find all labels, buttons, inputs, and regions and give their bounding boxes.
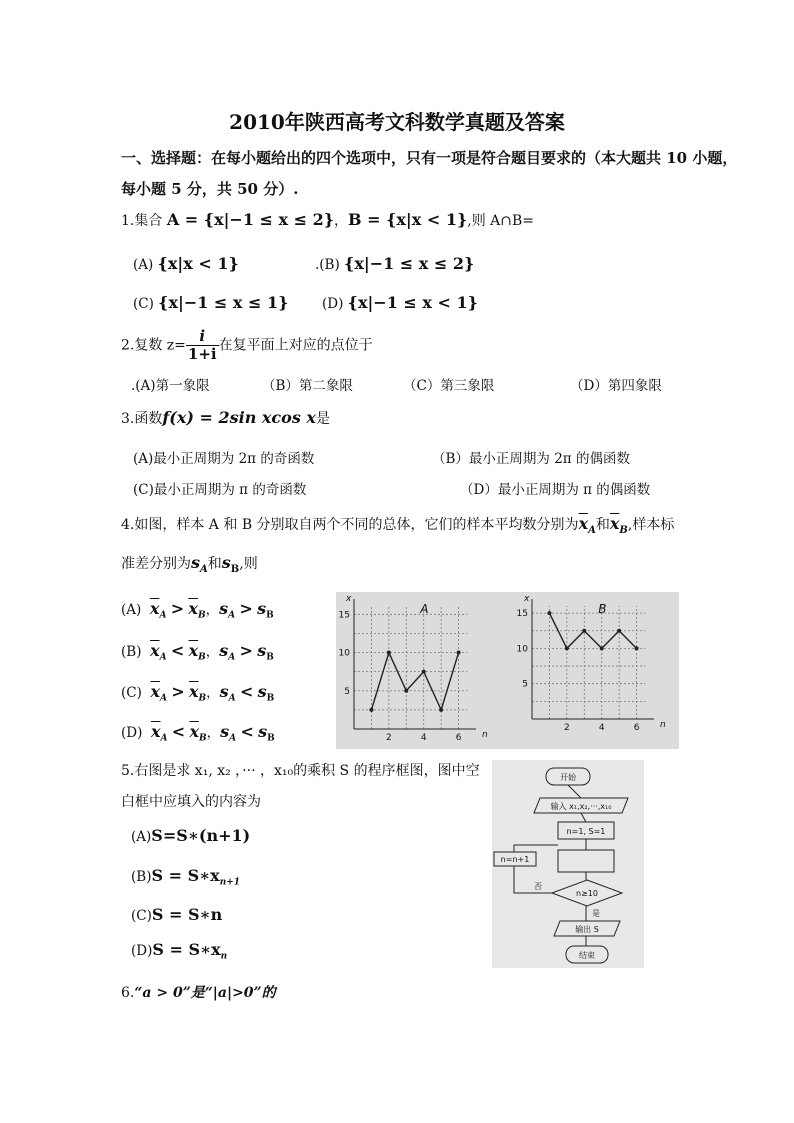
question-text: 准差分别为 xyxy=(121,556,191,572)
section-header-line2: 每小题 5 分，共 50 分）. xyxy=(121,180,299,198)
sub: B xyxy=(198,652,206,663)
mean-a: $\overline{x}$ xyxy=(578,514,589,533)
mean-b: $\overline{x}$ xyxy=(188,641,199,660)
data-point xyxy=(369,708,373,712)
data-point xyxy=(387,651,391,655)
data-point xyxy=(404,689,408,693)
question-4-line1 xyxy=(121,514,674,536)
option-text: S = S∗x xyxy=(152,940,221,959)
option-text: 最小正周期为 2π 的偶函数 xyxy=(468,451,630,467)
page-title: 2010年陕西高考文科数学真题及答案 xyxy=(229,110,565,134)
y-axis-label: x xyxy=(346,594,352,604)
data-point xyxy=(582,629,586,633)
option-label: (C) xyxy=(133,296,154,312)
option-label: （D） xyxy=(460,482,498,498)
option-sub: n+1 xyxy=(219,877,241,888)
sub: A xyxy=(228,610,236,621)
x-axis-label: n xyxy=(660,720,666,730)
q3-option-d[interactable] xyxy=(460,478,650,498)
q4-option-b[interactable]: (B) $\overline{x}_A < \overline{x}_B$，$s_A > s_B$ xyxy=(121,641,274,663)
sub: B xyxy=(198,693,207,704)
option-label: (C) xyxy=(121,685,142,701)
q3-option-b[interactable] xyxy=(432,447,630,467)
option-text: {x|−1 ≤ x ≤ 1} xyxy=(158,293,289,312)
question-2 xyxy=(121,328,373,363)
data-point xyxy=(422,670,426,674)
option-label: (B) xyxy=(131,869,152,885)
chart-title: B xyxy=(598,602,607,616)
option-text: 最小正周期为 π 的偶函数 xyxy=(497,482,651,498)
mean-a: $\overline{x}$ xyxy=(150,722,161,741)
option-label: (A) xyxy=(133,451,154,467)
option-label: (C) xyxy=(131,908,152,924)
x-tick-label: 4 xyxy=(598,723,605,733)
question-text-end: 在复平面上对应的点位于 xyxy=(218,337,373,354)
relation-2: < xyxy=(239,682,254,701)
relation-1: > xyxy=(170,599,185,618)
fraction xyxy=(186,328,219,363)
sd-b-sub: B xyxy=(230,563,240,575)
data-point xyxy=(635,646,639,650)
x-tick-label: 6 xyxy=(633,723,640,733)
option-text: {x|−1 ≤ x ≤ 2} xyxy=(344,254,475,273)
question-text-end: 是 xyxy=(315,411,330,427)
input-label: 输入 x₁,x₂,···,x₁₀ xyxy=(550,802,612,811)
sd-b: s xyxy=(258,722,268,741)
sd-a-sub: A xyxy=(200,563,208,575)
relation-2: > xyxy=(239,599,253,618)
data-point xyxy=(547,611,551,615)
mean-a: $\overline{x}$ xyxy=(149,599,160,618)
question-text: 集合 xyxy=(134,213,163,229)
sd-b: s xyxy=(257,682,267,701)
x-tick-label: 4 xyxy=(420,733,427,743)
question-text-end: ,则 A∩B= xyxy=(467,213,535,229)
sd-a: s xyxy=(191,553,201,572)
option-label: .(A) xyxy=(131,378,156,394)
option-text: S=S∗(n+1) xyxy=(151,826,251,845)
option-label: (B) xyxy=(121,644,142,660)
section-header-line1: 一、选择题：在每小题给出的四个选项中，只有一项是符合题目要求的（本大题共 10 小题， xyxy=(121,149,738,167)
data-point xyxy=(439,708,443,712)
option-label: （C） xyxy=(403,378,441,394)
sub: A xyxy=(159,610,167,621)
yes-label: 是 xyxy=(592,909,600,918)
sd-a: s xyxy=(219,682,229,701)
flowchart xyxy=(492,760,644,968)
option-label: .(B) xyxy=(315,257,340,273)
increment-label: n=n+1 xyxy=(500,855,530,864)
q3-option-a[interactable] xyxy=(133,447,314,467)
set-b: B = {x|x < 1} xyxy=(348,210,468,229)
end-label: 结束 xyxy=(579,951,595,960)
relation-2: > xyxy=(239,641,253,660)
option-label: （B） xyxy=(432,451,469,467)
q5-option-c[interactable] xyxy=(131,905,222,924)
option-text: {x|−1 ≤ x < 1} xyxy=(347,293,478,312)
question-number: 3. xyxy=(121,411,135,427)
q1-option-c[interactable] xyxy=(133,293,288,312)
question-text-end: ,则 xyxy=(239,556,258,572)
formula: f(x) = 2sin xcos x xyxy=(162,408,316,427)
sub: B xyxy=(266,610,274,621)
flowchart-panel xyxy=(492,760,644,968)
set-a: A = {x|−1 ≤ x ≤ 2} xyxy=(166,210,335,229)
q5-option-b[interactable] xyxy=(131,866,240,888)
question-number: 6. xyxy=(121,985,135,1001)
q1-option-b[interactable] xyxy=(315,254,474,273)
question-6 xyxy=(121,982,276,1002)
y-tick-label: 5 xyxy=(344,686,350,697)
mean-b: $\overline{x}$ xyxy=(189,722,200,741)
mean-b: $\overline{x}$ xyxy=(188,599,198,618)
sub: B xyxy=(197,610,206,621)
condition-label: n≥10 xyxy=(576,889,598,898)
mean-a: $\overline{x}$ xyxy=(150,641,160,660)
option-label: (A) xyxy=(131,829,152,845)
q3-option-c[interactable] xyxy=(133,478,306,498)
sub: A xyxy=(229,733,237,744)
mean-b: $\overline{x}$ xyxy=(609,514,620,533)
option-label: （B） xyxy=(262,378,299,394)
sd-a: s xyxy=(220,722,230,741)
sd-b: s xyxy=(221,553,231,572)
question-text-end: ,样本标 xyxy=(627,517,675,533)
option-text: 第一象限 xyxy=(155,378,210,394)
option-text: 第四象限 xyxy=(607,378,662,394)
numerator: i xyxy=(186,328,219,346)
q1-option-a[interactable] xyxy=(133,254,239,273)
option-label: (A) xyxy=(121,602,142,618)
x-tick-label: 2 xyxy=(563,723,570,733)
question-text: 如图，样本 A 和 B 分别取自两个不同的总体，它们的样本平均数分别为 xyxy=(134,517,579,533)
option-text: 第二象限 xyxy=(298,378,353,394)
question-text: 右图是求 x₁, x₂ ，··· ，x₁₀的乘积 S 的程序框图，图中空 xyxy=(134,763,480,779)
y-tick-label: 15 xyxy=(516,609,528,620)
q1-option-d[interactable] xyxy=(322,293,478,312)
sd-a: s xyxy=(219,599,229,618)
sub: A xyxy=(228,652,236,663)
sub: B xyxy=(199,733,207,744)
sub: A xyxy=(160,693,167,704)
question-3 xyxy=(121,408,330,428)
q4-option-d[interactable]: (D) $\overline{x}_A < \overline{x}_B$，$s_A < s_B$ xyxy=(121,722,275,744)
sd-b: s xyxy=(257,599,267,618)
option-label: (D) xyxy=(131,943,153,959)
q4-option-c[interactable]: (C) $\overline{x}_A > \overline{x}_B$，$s_A < s_B$ xyxy=(121,682,275,704)
question-1 xyxy=(121,210,534,230)
option-label: (D) xyxy=(121,725,143,741)
question-text: “a > 0”是“|a|>0”的 xyxy=(134,985,276,1001)
question-text: 函数 xyxy=(134,411,163,427)
option-label: （D） xyxy=(570,378,608,394)
question-5-line2: 白框中应填入的内容为 xyxy=(121,794,261,810)
mean-b-sub: B xyxy=(619,524,628,536)
option-label: (D) xyxy=(322,296,344,312)
option-text: S = S∗x xyxy=(151,866,220,885)
charts-panel xyxy=(336,592,679,749)
option-text: {x|x < 1} xyxy=(157,254,239,273)
relation-1: > xyxy=(171,682,185,701)
question-4-line2 xyxy=(121,553,258,575)
y-tick-label: 5 xyxy=(522,679,528,690)
mean-b: $\overline{x}$ xyxy=(189,682,199,701)
init-label: n=1, S=1 xyxy=(566,827,606,836)
chart-title: A xyxy=(420,602,429,616)
data-point xyxy=(617,629,621,633)
q2-option-d[interactable] xyxy=(570,374,662,394)
sub: B xyxy=(267,733,275,744)
question-number: 2. xyxy=(121,337,135,354)
sd-b: s xyxy=(257,641,267,660)
output-label: 输出 S xyxy=(575,925,599,934)
sub: B xyxy=(266,652,274,663)
relation-1: < xyxy=(171,722,186,741)
relation-1: < xyxy=(170,641,185,660)
series-line xyxy=(371,653,458,710)
y-tick-label: 10 xyxy=(338,648,350,659)
option-text: 最小正周期为 π 的奇函数 xyxy=(153,482,307,498)
data-point xyxy=(457,651,461,655)
q2-option-a[interactable] xyxy=(131,374,210,394)
x-axis-label: n xyxy=(482,730,488,740)
start-label: 开始 xyxy=(560,773,576,782)
q4-option-a[interactable]: (A) $\overline{x}_A > \overline{x}_B$，$s_A > s_B$ xyxy=(121,599,274,621)
mean-a: $\overline{x}$ xyxy=(150,682,161,701)
sd-a: s xyxy=(219,641,229,660)
x-tick-label: 6 xyxy=(455,733,462,743)
relation-2: < xyxy=(240,722,254,741)
q5-option-d[interactable] xyxy=(131,940,227,962)
data-point xyxy=(565,646,569,650)
option-label: (A) xyxy=(133,257,154,273)
y-axis-label: x xyxy=(524,594,530,604)
q5-option-a[interactable] xyxy=(131,826,250,845)
sub: B xyxy=(266,693,275,704)
x-tick-label: 2 xyxy=(385,733,392,743)
option-label: (C) xyxy=(133,482,154,498)
charts-figure xyxy=(336,592,679,749)
sub: A xyxy=(160,733,168,744)
blank-box xyxy=(558,850,614,872)
conjunction: 和 xyxy=(207,556,222,572)
option-text: 最小正周期为 2π 的奇函数 xyxy=(153,451,315,467)
q2-option-c[interactable] xyxy=(403,374,494,394)
mean-a-sub: A xyxy=(588,524,596,536)
question-number: 4. xyxy=(121,517,135,533)
question-number: 5. xyxy=(121,763,135,779)
no-label: 否 xyxy=(534,882,542,891)
y-tick-label: 10 xyxy=(516,644,528,655)
y-tick-label: 15 xyxy=(338,610,350,621)
separator: ， xyxy=(334,213,349,229)
option-sub: n xyxy=(220,951,228,962)
option-text: 第三象限 xyxy=(440,378,495,394)
sub: A xyxy=(159,652,167,663)
sub: A xyxy=(228,693,236,704)
option-text: S = S∗n xyxy=(151,905,223,924)
question-5-line1 xyxy=(121,760,480,780)
q2-option-b[interactable] xyxy=(262,374,353,394)
question-text: 复数 z= xyxy=(134,337,186,354)
conjunction: 和 xyxy=(595,517,610,533)
question-number: 1. xyxy=(121,213,135,229)
data-point xyxy=(600,646,604,650)
denominator: 1+i xyxy=(187,345,217,363)
